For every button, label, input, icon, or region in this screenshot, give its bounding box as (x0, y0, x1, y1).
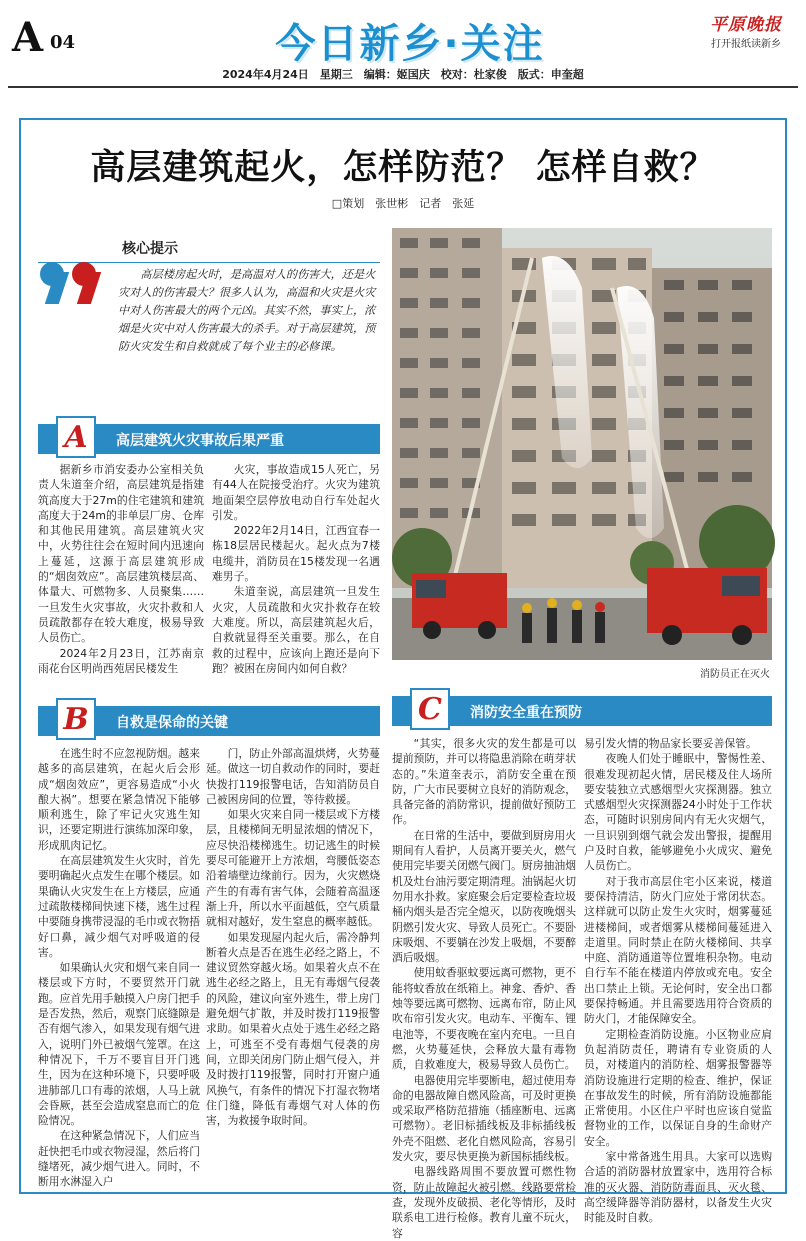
section-c-label: 消防安全重在预防 (470, 705, 582, 721)
paragraph: 在这种紧急情况下，人们应当赶快把毛巾或衣物浸湿，然后将门缝堵死，减少烟气进入。同时，不断用水淋湿入户 (38, 1129, 200, 1189)
section-a-column-2 (212, 462, 380, 680)
paragraph: 火灾，事故造成15人死亡，另有44人在院接受治疗。火灾为建筑地面架空层停放电动自行车处起火引发。 (212, 463, 380, 522)
paragraph: 2024年2月23日，江苏南京雨花台区明尚西苑居民楼发生 (38, 646, 204, 675)
paragraph: 2022年2月14日，江西宜春一栋18层居民楼起火。起火点为7楼电缆井，消防员在15楼发现一名遇难男子。 (212, 524, 380, 584)
paragraph: “其实，很多火灾的发生都是可以提前预防，并可以将隐患消除在萌芽状态的。”朱道奎表示，消防安全重在预防，广大市民要树立良好的消防观念，具备完备的消防常识，提前做好预防工作。 (392, 737, 576, 827)
tips-title: 核心提示 (122, 241, 178, 257)
paragraph: 在逃生时不应忽视防烟。越来越多的高层建筑，在起火后会形成“烟囱效应”，更容易造成“小火酿大祸”。想要在紧急情况下能够顺利逃生，除了牢记火灾逃生知识，还要定期进行演练加深印象，形成肌肉记忆。 (38, 747, 200, 852)
section-b-column-2 (206, 746, 380, 1188)
firefighting-photo-image (392, 228, 772, 660)
newspaper-logo (706, 10, 786, 50)
byline: □策划 张世彬 记者 张延 (331, 197, 475, 210)
paragraph: 如果确认火灾和烟气来自同一楼层或下方时，不要贸然开门就跑。应首先用手触摸入户房门把手是否发热，然后，观察门底缝隙是否有烟气渗入，如果发现有烟气进入，说明门外已被烟气笼罩。在这种情况下，千万不要盲目开门逃生，因为在这种环境下，只要呼吸进肺部几口有毒的浓烟，人马上就会昏厥，甚至会造成窒息而亡的危险情况。 (38, 961, 200, 1128)
paragraph: 定期检查消防设施。小区物业应肩负起消防责任，聘请有专业资质的人员，对楼道内的消防栓、烟雾报警器等消防设施进行定期的检查、维护，保证在事故发生的时候，所有消防设施都能正常使用。小区住户平时也应该自觉监督物业的工作，以保证自身的生命财产安全。 (584, 1027, 772, 1148)
logo-tagline: 打开报纸读新乡 (711, 39, 781, 50)
section-b-letter: B (56, 698, 96, 740)
section-title: 今日新乡·关注 (275, 21, 545, 67)
section-a-column-1 (38, 462, 204, 680)
headline: 高层建筑起火，怎样防范？ 怎样自救？ (90, 148, 716, 188)
masthead (0, 0, 806, 66)
paragraph: 在高层建筑发生火灾时，首先要明确起火点发生在哪个楼层。如果确认火灾发生在上方楼层，应通过疏散楼梯间快速下楼，逃生过程中要随身携带浸湿的毛巾或衣物捂好口鼻，减少烟气对呼吸道的侵害。 (38, 854, 200, 959)
paragraph: 门，防止外部高温烘烤，火势蔓延。做这一切自救动作的同时，要赶快拨打119报警电话，告知消防员自己被困房间的位置，等待救援。 (206, 747, 380, 806)
masthead-rule (8, 86, 798, 88)
logo-name: 平原晚报 (710, 15, 782, 35)
paragraph: 电器使用完毕要断电，超过使用寿命的电器故障自燃风险高，可及时更换或采取严格防范措施（插座断电、远离可燃物）。老旧标插线板及非标插线板外壳不阻燃、老化自燃风险高，容易引发火灾，要尽快更换为新国标插线板。 (392, 1073, 576, 1164)
photo-caption: 消防员正在灭火 (700, 669, 770, 680)
page-number: 04 (50, 32, 76, 53)
paragraph: 易引发火情的物品家长要妥善保管。 (584, 737, 757, 750)
page-letter: A (12, 14, 42, 61)
paragraph: 对于我市高层住宅小区来说，楼道要保持清洁，防火门应处于常闭状态。这样就可以防止发生火灾时，烟雾蔓延进楼梯间，或者烟雾从楼梯间蔓延进入走道里。同时禁止在防火楼梯间、共享中庭、消防通道等位置堆积杂物。电动自行车不能在楼道内停放或充电。安全出口禁止上锁。无论何时，安全出口都要保持畅通。并且需要选用符合资质的防火门，才能保障安全。 (584, 874, 772, 1026)
paragraph: 使用蚊香驱蚊要远离可燃物，更不能将蚊香放在纸箱上。神龛、香炉、香烛等要远离可燃物、远离布帘，防止风吹布帘引发火灾。电动车、平衡车、锂电池等，不要夜晚在室内充电。一旦自燃，火势蔓延快，会释放大量有毒物质，自救难度大，极易导致人员伤亡。 (392, 966, 576, 1072)
section-c-header (392, 692, 772, 727)
section-c-column-2 (584, 736, 772, 1225)
quote-mark-icon (40, 262, 76, 302)
paragraph: 据新乡市消安委办公室相关负责人朱道奎介绍，高层建筑是指建筑高度大于27m的住宅建筑和建筑高度大于24m的非单层厂房、仓库和其他民用建筑。高层建筑火灾中，火势往往会在短时间内迅速向上蔓延，这源于高层建筑形成的“烟囱效应”。高层建筑楼层高、体量大、可燃物多、人员聚集……一旦发生火灾事故，火灾扑救和人员疏散都存在较大难度，极易导致人员伤亡。 (38, 463, 204, 645)
paragraph: 家中常备逃生用具。大家可以选购合适的消防器材放置家中，选用符合标准的灭火器、消防防毒面具、灭火毯、高空缓降器等消防器材，以备发生火灾时能及时自救。 (584, 1150, 772, 1225)
tips-body: 高层楼房起火时，是高温对人的伤害大，还是火灾对人的伤害最大？很多人认为，高温和火灾是火灾中对人伤害最大的两个元凶。其实不然，事实上，浓烟是火灾中对人伤害最大的杀手。对于高层建筑，预防火灾发生和自救就成了每个业主的必修课。 (118, 268, 376, 353)
quote-mark-icon (72, 262, 108, 302)
paragraph: 夜晚人们处于睡眠中，警惕性差、很难发现初起火情，居民楼及住人场所要安装独立式感烟型火灾探测器。独立式感烟型火灾探测器24小时处于工作状态，可随时识别房间内有无火灾烟气，一旦识别到烟气就会发出警报，提醒用户及时自救，能够避免小火成灾、避免人员伤亡。 (584, 752, 772, 873)
section-b-label: 自救是保命的关键 (116, 715, 228, 731)
section-a-label: 高层建筑火灾事故后果严重 (116, 433, 284, 449)
section-a-letter: A (56, 416, 96, 458)
section-b-header (38, 702, 380, 737)
paragraph: 如果火灾来自同一楼层或下方楼层，且楼梯间无明显浓烟的情况下，应尽快沿楼梯逃生。切记逃生的时候要尽可能避开上方浓烟，弯腰低姿态沿着墙壁边缘前行。因为，火灾燃烧产生的有毒有害气体，会随着高温逐渐上升，所以水平面越低，空气质量就相对越好，发生窒息的概率越低。 (206, 808, 380, 929)
paragraph: 朱道奎说，高层建筑一旦发生火灾，人员疏散和火灾扑救存在较大难度。所以，高层建筑起火后，自救就显得至关重要。那么，在自救的过程中，应该向上跑还是向下跑？被困在房间内如何自救？ (212, 585, 380, 675)
section-b-column-1 (38, 746, 200, 1188)
firefighting-photo (392, 228, 772, 660)
dateline: 2024年4月24日 星期三 编辑：姬国庆 校对：杜家俊 版式：申奎超 (222, 68, 584, 81)
section-c-letter: C (410, 688, 450, 730)
paragraph: 电器线路周围不要放置可燃性物资，防止故障起火被引燃。线路要常检查，发现外皮破损、老化等情形，及时联系电工进行检修。教育儿童不玩火，容 (392, 1165, 576, 1240)
section-a-header (38, 420, 380, 455)
paragraph: 如果发现屋内起火后，需冷静判断着火点是否在逃生必经之路上，不建议贸然穿越火场。如果着火点不在逃生必经之路上，且无有毒烟气侵袭的风险，建议向室外逃生，带上房门避免烟气扩散，并及时拨打119报警求助。如果着火点处于逃生必经之路上，可逃至不受有毒烟气侵袭的房间，立即关闭房门防止烟气侵入，并及时拨打119报警，同时打开窗户通风换气，有条件的情况下打湿衣物堵住门缝，降低有毒烟气对人体的伤害，为救援争取时间。 (206, 930, 380, 1128)
section-c-column-1 (392, 736, 576, 1240)
paragraph: 在日常的生活中，要做到厨房用火期间有人看护，人员离开要关火，燃气使用完毕要关闭燃气阀门。厨房抽油烟机及灶台油污要定期清理。油锅起火切勿用水扑救。家庭聚会后定要检查垃圾桶内烟头是否完全熄灭，以防夜晚烟头阴燃引发火灾、导致人员死亡。不要卧床吸烟、不要躺在沙发上吸烟，不要醉酒后吸烟。 (392, 828, 576, 965)
